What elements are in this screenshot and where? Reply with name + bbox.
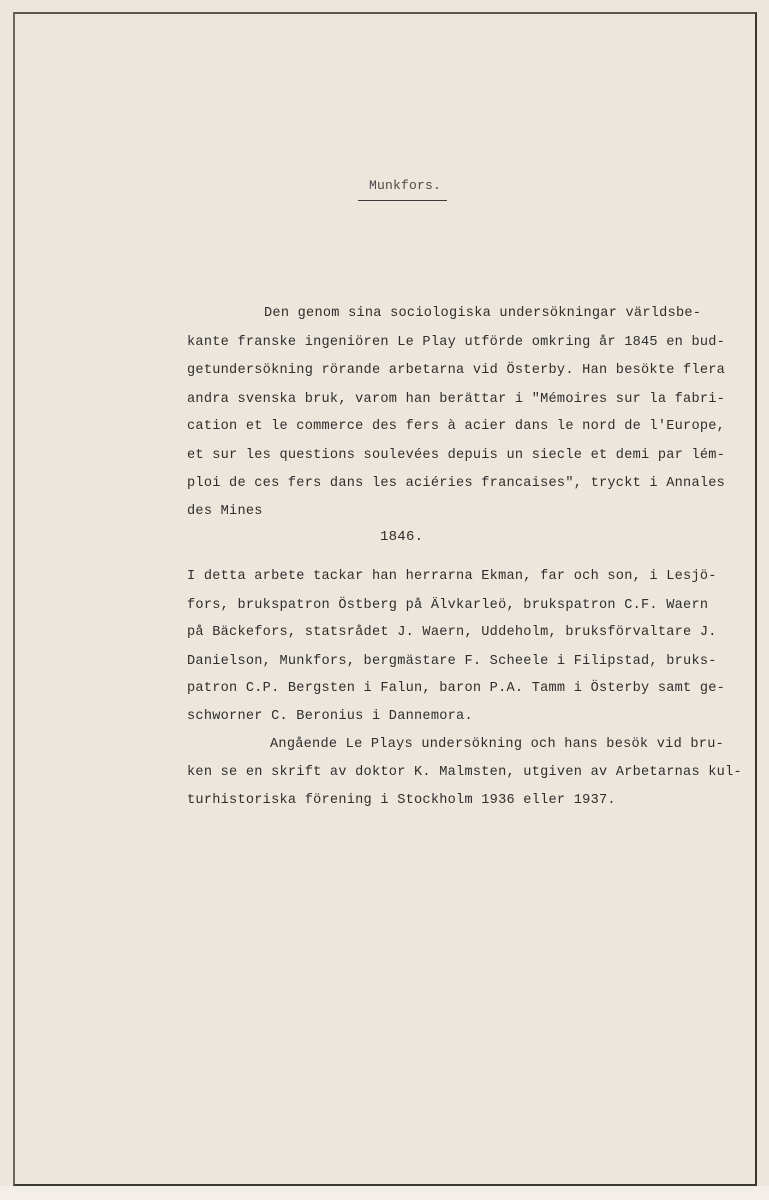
text-line: getundersökning rörande arbetarna vid Österby. Han besökte flera [187,363,726,378]
text-line: patron C.P. Bergsten i Falun, baron P.A. Tamm i Österby samt ge- [187,681,726,696]
text-line: Den genom sina sociologiska undersökningar världsbe- [264,306,702,321]
text-line: andra svenska bruk, varom han berättar i "Mémoires sur la fabri- [187,392,726,407]
text-line: Danielson, Munkfors, bergmästare F. Scheele i Filipstad, bruks- [187,654,717,669]
title-underline [358,200,447,201]
document-title: Munkfors. [368,178,441,193]
text-line: cation et le commerce des fers à acier dans le nord de l'Europe, [187,419,726,434]
text-line: schworner C. Beronius i Dannemora. [187,709,473,724]
text-line: på Bäckefors, statsrådet J. Waern, Uddeholm, bruksförvaltare J. [187,625,717,640]
text-line: turhistoriska förening i Stockholm 1936 eller 1937. [187,793,616,808]
text-line: ploi de ces fers dans les aciéries francaises", tryckt i Annales [187,476,726,491]
document-page [13,12,757,1186]
text-line: et sur les questions soulevées depuis un siecle et demi par lém- [187,448,726,463]
text-line: Angående Le Plays undersökning och hans besök vid bru- [270,737,725,752]
text-line: ken se en skrift av doktor K. Malmsten, utgiven av Arbetarnas kul- [187,765,742,780]
text-line: I detta arbete tackar han herrarna Ekman, far och son, i Lesjö- [187,569,717,584]
text-line: kante franske ingeniören Le Play utförde omkring år 1845 en bud- [187,335,726,350]
scan-margin [0,1186,769,1200]
year-label: 1846. [380,529,424,545]
text-line: des Mines [187,504,263,519]
text-line: fors, brukspatron Östberg på Älvkarleö, brukspatron C.F. Waern [187,598,709,613]
